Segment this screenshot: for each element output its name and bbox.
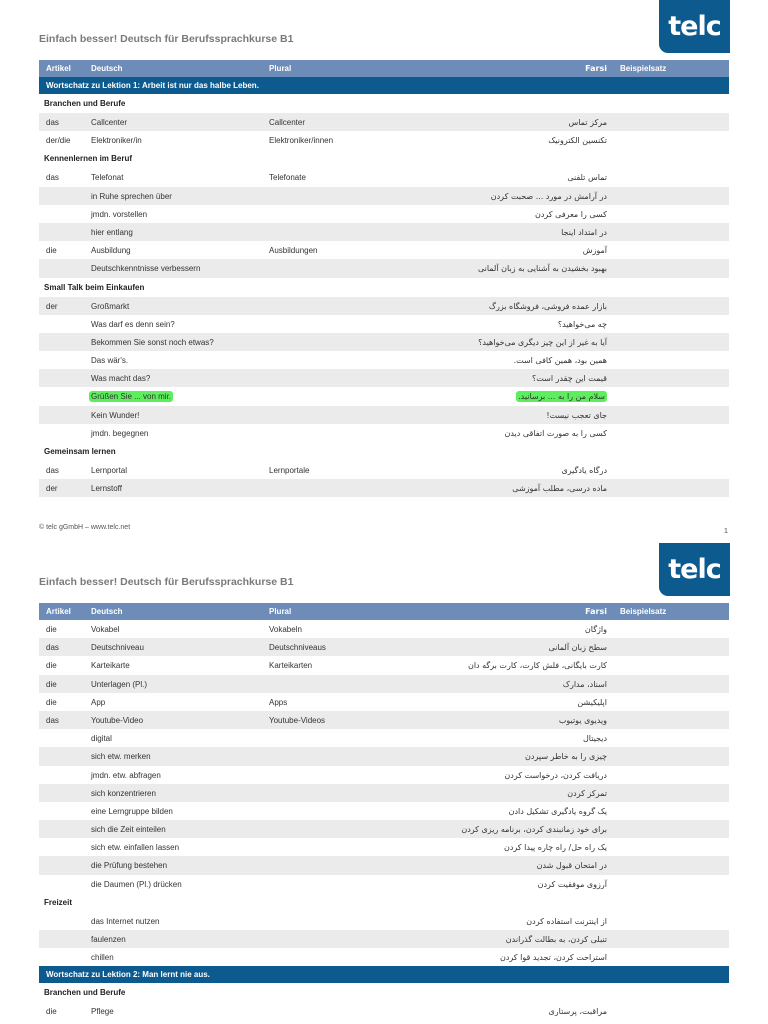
cell-artikel: die — [46, 697, 57, 707]
cell-plural: Elektroniker/innen — [269, 136, 334, 146]
cell-farsi: همین بود، همین کافی است. — [513, 356, 607, 366]
table-row — [39, 333, 729, 351]
cell-artikel: die — [46, 625, 57, 634]
topic-subheading-text: Kennenlernen im Beruf — [44, 154, 133, 164]
cell-deutsch: jmdn. begegnen — [91, 428, 149, 438]
table-row — [39, 259, 729, 277]
cell-farsi: ویدیوی یوتیوب — [558, 715, 607, 725]
header-plural: Plural — [269, 607, 292, 616]
table-row — [39, 205, 729, 223]
cell-artikel: das — [46, 643, 59, 653]
highlight-marker: سلام من را به ... برسانید. — [518, 392, 605, 402]
cell-deutsch: hier entlang — [91, 227, 133, 237]
table-row — [39, 656, 729, 674]
cell-plural: Lernportale — [269, 466, 310, 475]
cell-plural: Callcenter — [269, 118, 306, 127]
lesson-section-title: Wortschatz zu Lektion 2: Man lernt nie aus. — [46, 970, 210, 980]
topic-subheading-text: Gemeinsam lernen — [44, 447, 116, 456]
table-row — [39, 620, 729, 638]
table-row — [39, 747, 729, 765]
topic-subheading — [39, 149, 729, 168]
cell-farsi: جای تعجب نیست! — [546, 410, 607, 420]
cell-farsi: یک راه حل/ راه چاره پیدا کردن — [503, 843, 607, 853]
cell-artikel: die — [46, 679, 57, 689]
table-row — [39, 223, 729, 241]
cell-artikel: die — [46, 661, 57, 671]
table-row — [39, 875, 729, 893]
cell-farsi: اپلیکیشن — [577, 697, 607, 707]
cell-farsi: ماده درسی، مطلب آموزشی — [512, 484, 607, 494]
table-row — [39, 838, 729, 856]
cell-plural: Deutschniveaus — [269, 643, 326, 653]
table-row — [39, 820, 729, 838]
highlight-marker: Grüßen Sie ... von mir. — [91, 392, 172, 402]
cell-farsi: دریافت کردن، درخواست کردن — [504, 770, 607, 780]
page-number: 1 — [723, 526, 728, 535]
table-row — [39, 168, 729, 186]
cell-farsi: استراحت کردن، تجدید قوا کردن — [499, 953, 607, 963]
cell-plural: Youtube-Videos — [269, 715, 326, 725]
cell-deutsch: die Daumen (Pl.) drücken — [91, 879, 182, 889]
table-header — [39, 60, 729, 77]
topic-subheading — [39, 983, 729, 1002]
cell-farsi — [518, 392, 607, 401]
cell-deutsch: Was darf es denn sein? — [91, 319, 175, 329]
cell-farsi: آرزوی موفقیت کردن — [537, 879, 607, 889]
cell-artikel: das — [46, 466, 59, 475]
header-beispielsatz: Beispielsatz — [620, 607, 667, 616]
cell-farsi: چه می‌خواهید؟ — [557, 319, 607, 329]
table-row — [39, 406, 729, 424]
cell-deutsch: Callcenter — [91, 118, 128, 127]
table-row — [39, 369, 729, 387]
cell-farsi: آیا به غیر از این چیز دیگری می‌خواهید؟ — [478, 337, 607, 347]
cell-farsi: بازار عمده فروشی، فروشگاه بزرگ — [488, 301, 607, 311]
cell-deutsch: das Internet nutzen — [91, 916, 160, 926]
lesson-section-title: Wortschatz zu Lektion 1: Arbeit ist nur das halbe Leben. — [46, 81, 259, 90]
lesson-section-header — [39, 77, 729, 94]
cell-plural: Apps — [269, 697, 288, 707]
table-row — [39, 856, 729, 874]
cell-farsi: درگاه یادگیری — [561, 466, 607, 475]
cell-artikel: das — [46, 173, 59, 183]
table-row — [39, 784, 729, 802]
table-row — [39, 729, 729, 747]
cell-deutsch — [91, 392, 173, 401]
table-row — [39, 675, 729, 693]
cell-farsi: تنبلی کردن، به بطالت گذراندن — [505, 935, 607, 944]
document-page-2 — [0, 543, 768, 1024]
cell-deutsch: Lernportal — [91, 466, 128, 475]
cell-deutsch: jmdn. vorstellen — [91, 209, 148, 219]
header-artikel: Artikel — [46, 64, 71, 73]
table-row — [39, 479, 729, 497]
cell-plural: Vokabeln — [269, 625, 302, 634]
cell-deutsch: sich etw. einfallen lassen — [91, 843, 180, 853]
cell-deutsch: Vokabel — [91, 625, 120, 634]
header-deutsch: Deutsch — [91, 64, 123, 73]
cell-deutsch: in Ruhe sprechen über — [91, 191, 172, 201]
table-row — [39, 802, 729, 820]
table-row — [39, 187, 729, 205]
cell-artikel: das — [46, 118, 59, 127]
cell-farsi: تماس تلفنی — [567, 173, 607, 183]
cell-farsi: از اینترنت استفاده کردن — [526, 916, 607, 926]
table-row — [39, 351, 729, 369]
cell-farsi: قیمت این چقدر است؟ — [532, 374, 607, 384]
cell-deutsch: Telefonat — [91, 173, 124, 183]
cell-deutsch: App — [91, 697, 106, 707]
lesson-section-header — [39, 966, 729, 983]
table-row — [39, 930, 729, 948]
document-title: Einfach besser! Deutsch für Berufssprachkurse B1 — [39, 33, 294, 45]
vocabulary-table — [39, 603, 729, 1021]
cell-farsi: بهبود بخشیدن به آشنایی به زبان آلمانی — [477, 264, 607, 274]
cell-farsi: در امتحان قبول شدن — [536, 861, 607, 871]
cell-deutsch: Deutschniveau — [91, 643, 144, 653]
cell-plural: Karteikarten — [269, 661, 313, 671]
vocabulary-table — [39, 60, 729, 497]
cell-farsi: در امتداد اینجا — [561, 227, 607, 237]
topic-subheading-text: Branchen und Berufe — [44, 988, 126, 998]
table-body — [39, 77, 729, 497]
header-farsi: Farsi — [585, 64, 607, 73]
cell-deutsch: chillen — [91, 953, 114, 963]
cell-farsi: کارت بایگانی، فلش کارت، کارت برگه دان — [467, 661, 607, 671]
cell-farsi: مرکز تماس — [568, 118, 607, 127]
cell-deutsch: Unterlagen (Pl.) — [91, 679, 148, 689]
cell-deutsch: Youtube-Video — [91, 715, 144, 725]
cell-farsi: کسی را به صورت اتفاقی دیدن — [504, 428, 607, 438]
topic-subheading — [39, 94, 729, 113]
cell-farsi: برای خود زمانبندی کردن، برنامه ریزی کردن — [461, 825, 607, 835]
cell-deutsch: Lernstoff — [91, 484, 122, 494]
header-farsi: Farsi — [585, 607, 607, 616]
cell-deutsch: Pflege — [91, 1007, 114, 1017]
cell-farsi: یک گروه یادگیری تشکیل دادن — [508, 806, 607, 816]
topic-subheading — [39, 893, 729, 912]
table-row — [39, 131, 729, 149]
table-row — [39, 113, 729, 131]
topic-subheading — [39, 442, 729, 461]
cell-farsi: چیزی را به خاطر سپردن — [525, 752, 607, 762]
table-row — [39, 387, 729, 405]
table-row — [39, 766, 729, 784]
cell-plural: Telefonate — [269, 173, 306, 183]
topic-subheading-text: Freizeit — [44, 897, 73, 907]
header-artikel: Artikel — [46, 607, 71, 616]
table-row — [39, 315, 729, 333]
table-row — [39, 297, 729, 315]
cell-farsi: مراقبت، پرستاری — [548, 1007, 607, 1017]
cell-deutsch: eine Lerngruppe bilden — [91, 806, 173, 816]
topic-subheading-text: Small Talk beim Einkaufen — [44, 282, 145, 292]
cell-farsi: کسی را معرفی کردن — [534, 209, 607, 219]
cell-deutsch: faulenzen — [91, 935, 126, 944]
cell-plural: Ausbildungen — [269, 246, 318, 256]
cell-deutsch: Kein Wunder! — [91, 410, 140, 420]
table-row — [39, 241, 729, 259]
cell-deutsch: Ausbildung — [91, 246, 131, 256]
cell-deutsch: Großmarkt — [91, 301, 130, 311]
table-row — [39, 912, 729, 930]
cell-deutsch: Karteikarte — [91, 661, 130, 671]
cell-farsi: تمرکز کردن — [567, 788, 607, 798]
table-header — [39, 603, 729, 620]
table-row — [39, 461, 729, 479]
table-body — [39, 620, 729, 1021]
header-plural: Plural — [269, 64, 292, 73]
cell-farsi: اسناد، مدارک — [562, 679, 607, 689]
cell-deutsch: Was macht das? — [91, 374, 151, 384]
cell-farsi: در آرامش در مورد ... صحبت کردن — [490, 191, 607, 201]
header-beispielsatz: Beispielsatz — [620, 64, 667, 73]
cell-deutsch: sich konzentrieren — [91, 788, 156, 798]
topic-subheading — [39, 278, 729, 297]
footer-copyright: © telc gGmbH – www.telc.net — [39, 524, 131, 531]
cell-deutsch: sich etw. merken — [91, 752, 151, 762]
document-title: Einfach besser! Deutsch für Berufssprachkurse B1 — [39, 576, 294, 588]
cell-farsi: آموزش — [582, 246, 607, 256]
cell-farsi: سطح زبان آلمانی — [548, 643, 607, 653]
cell-deutsch: sich die Zeit einteilen — [91, 825, 166, 835]
cell-artikel: die — [46, 1007, 57, 1017]
table-row — [39, 1002, 729, 1020]
table-row — [39, 424, 729, 442]
header-deutsch: Deutsch — [91, 607, 123, 616]
cell-farsi: تکنسین الکترونیک — [548, 136, 607, 146]
cell-deutsch: Deutschkenntnisse verbessern — [91, 264, 201, 274]
telc-logo: telc — [659, 543, 730, 596]
cell-artikel: der — [46, 484, 58, 494]
cell-artikel: das — [46, 715, 59, 725]
cell-deutsch: digital — [91, 734, 112, 744]
cell-deutsch: jmdn. etw. abfragen — [91, 770, 161, 780]
topic-subheading-text: Branchen und Berufe — [44, 99, 126, 108]
cell-deutsch: Das wär's. — [91, 356, 129, 366]
cell-artikel: die — [46, 246, 57, 256]
cell-artikel: der — [46, 301, 58, 311]
table-row — [39, 948, 729, 966]
telc-logo: telc — [659, 0, 730, 53]
cell-deutsch: Bekommen Sie sonst noch etwas? — [91, 337, 214, 347]
table-row — [39, 638, 729, 656]
cell-deutsch: Elektroniker/in — [91, 136, 142, 146]
table-row — [39, 693, 729, 711]
cell-artikel: der/die — [46, 136, 71, 146]
cell-farsi: دیجیتال — [582, 734, 607, 744]
cell-farsi: واژگان — [584, 625, 607, 634]
table-row — [39, 711, 729, 729]
cell-deutsch: die Prüfung bestehen — [91, 861, 168, 871]
